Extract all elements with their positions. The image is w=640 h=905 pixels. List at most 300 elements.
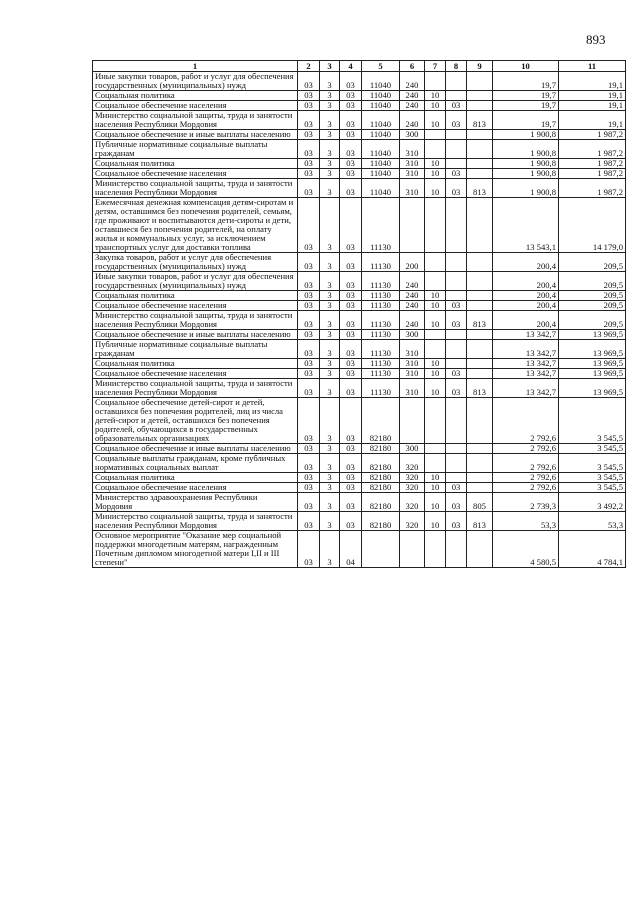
code-cell	[425, 198, 446, 253]
code-cell: 3	[320, 311, 340, 330]
code-cell	[446, 359, 467, 369]
code-cell: 805	[467, 493, 493, 512]
code-cell: 03	[340, 169, 362, 179]
code-cell: 240	[400, 101, 425, 111]
column-header-5: 5	[362, 61, 400, 72]
code-cell: 3	[320, 398, 340, 444]
code-cell: 03	[340, 444, 362, 454]
code-cell: 10	[425, 101, 446, 111]
code-cell: 3	[320, 179, 340, 198]
table-row	[93, 512, 626, 531]
code-cell: 3	[320, 91, 340, 101]
amount-col10-cell: 4 580,5	[493, 531, 559, 568]
table-row	[93, 398, 626, 444]
code-cell	[446, 91, 467, 101]
table-row	[93, 111, 626, 130]
code-cell: 310	[400, 359, 425, 369]
code-cell: 3	[320, 291, 340, 301]
code-cell: 03	[340, 493, 362, 512]
code-cell: 11130	[362, 291, 400, 301]
code-cell: 03	[298, 253, 320, 272]
code-cell: 10	[425, 91, 446, 101]
code-cell: 03	[298, 72, 320, 91]
amount-col11-cell: 209,5	[559, 291, 626, 301]
code-cell: 320	[400, 493, 425, 512]
name-cell: Публичные нормативные социальные выплаты гражданам	[93, 140, 298, 159]
code-cell: 3	[320, 493, 340, 512]
amount-col11-cell: 209,5	[559, 301, 626, 311]
code-cell	[446, 253, 467, 272]
code-cell: 3	[320, 198, 340, 253]
table-row	[93, 91, 626, 101]
amount-col11-cell: 53,3	[559, 512, 626, 531]
code-cell: 03	[446, 101, 467, 111]
code-cell	[467, 72, 493, 91]
amount-col10-cell: 13 543,1	[493, 198, 559, 253]
code-cell: 03	[298, 398, 320, 444]
code-cell: 3	[320, 369, 340, 379]
code-cell: 11130	[362, 359, 400, 369]
code-cell: 3	[320, 454, 340, 473]
code-cell: 310	[400, 159, 425, 169]
amount-col11-cell: 209,5	[559, 253, 626, 272]
name-cell: Социальная политика	[93, 359, 298, 369]
name-cell: Социальное обеспечение населения	[93, 301, 298, 311]
code-cell: 10	[425, 512, 446, 531]
table-header-row	[93, 61, 626, 72]
code-cell: 03	[340, 483, 362, 493]
table-row	[93, 301, 626, 311]
code-cell: 11040	[362, 101, 400, 111]
amount-col11-cell: 3 545,5	[559, 454, 626, 473]
code-cell: 11130	[362, 379, 400, 398]
code-cell: 11040	[362, 169, 400, 179]
code-cell: 03	[298, 379, 320, 398]
code-cell: 03	[340, 379, 362, 398]
code-cell: 03	[340, 330, 362, 340]
code-cell: 813	[467, 379, 493, 398]
code-cell: 3	[320, 169, 340, 179]
code-cell: 10	[425, 179, 446, 198]
code-cell	[467, 340, 493, 359]
amount-col10-cell: 13 342,7	[493, 330, 559, 340]
code-cell: 03	[340, 369, 362, 379]
amount-col11-cell: 3 545,5	[559, 444, 626, 454]
table-row	[93, 179, 626, 198]
name-cell: Основное мероприятие "Оказание мер социальной поддержки многодетным матерям, награжденным Почетным дипломом многодетной матери I,II и III степени"	[93, 531, 298, 568]
table-row	[93, 72, 626, 91]
code-cell: 03	[340, 454, 362, 473]
code-cell: 3	[320, 72, 340, 91]
name-cell: Социальная политика	[93, 91, 298, 101]
table-row	[93, 272, 626, 291]
code-cell: 11040	[362, 111, 400, 130]
code-cell: 200	[400, 253, 425, 272]
code-cell	[446, 340, 467, 359]
code-cell: 310	[400, 369, 425, 379]
amount-col11-cell: 1 987,2	[559, 179, 626, 198]
code-cell: 3	[320, 253, 340, 272]
code-cell: 11040	[362, 72, 400, 91]
code-cell: 10	[425, 159, 446, 169]
name-cell: Социальная политика	[93, 159, 298, 169]
amount-col10-cell: 13 342,7	[493, 340, 559, 359]
code-cell: 82180	[362, 444, 400, 454]
name-cell: Министерство здравоохранения Республики Мордовия	[93, 493, 298, 512]
amount-col10-cell: 200,4	[493, 253, 559, 272]
code-cell: 240	[400, 311, 425, 330]
amount-col11-cell: 13 969,5	[559, 359, 626, 369]
code-cell: 11040	[362, 179, 400, 198]
table-row	[93, 253, 626, 272]
amount-col10-cell: 2 792,6	[493, 454, 559, 473]
code-cell: 03	[340, 91, 362, 101]
code-cell: 3	[320, 272, 340, 291]
code-cell: 03	[446, 301, 467, 311]
code-cell	[425, 272, 446, 291]
amount-col11-cell: 13 969,5	[559, 340, 626, 359]
amount-col10-cell: 2 792,6	[493, 473, 559, 483]
amount-col10-cell: 200,4	[493, 291, 559, 301]
code-cell: 240	[400, 111, 425, 130]
code-cell	[467, 301, 493, 311]
amount-col10-cell: 13 342,7	[493, 359, 559, 369]
code-cell	[446, 72, 467, 91]
code-cell: 03	[298, 493, 320, 512]
code-cell: 240	[400, 91, 425, 101]
table-row	[93, 454, 626, 473]
code-cell	[425, 72, 446, 91]
code-cell: 11130	[362, 311, 400, 330]
code-cell: 11040	[362, 130, 400, 140]
code-cell	[425, 398, 446, 444]
table-row	[93, 444, 626, 454]
code-cell: 10	[425, 111, 446, 130]
amount-col11-cell: 19,1	[559, 111, 626, 130]
code-cell: 10	[425, 493, 446, 512]
code-cell: 813	[467, 179, 493, 198]
code-cell: 03	[298, 169, 320, 179]
amount-col10-cell: 2 739,3	[493, 493, 559, 512]
code-cell: 03	[298, 101, 320, 111]
amount-col10-cell: 1 900,8	[493, 179, 559, 198]
code-cell: 03	[340, 253, 362, 272]
code-cell: 03	[298, 444, 320, 454]
code-cell	[400, 398, 425, 444]
name-cell: Социальная политика	[93, 291, 298, 301]
code-cell: 11130	[362, 330, 400, 340]
code-cell: 3	[320, 140, 340, 159]
code-cell: 3	[320, 130, 340, 140]
name-cell: Публичные нормативные социальные выплаты гражданам	[93, 340, 298, 359]
column-header-4: 4	[340, 61, 362, 72]
code-cell: 240	[400, 272, 425, 291]
code-cell: 320	[400, 512, 425, 531]
code-cell: 03	[446, 369, 467, 379]
code-cell	[467, 272, 493, 291]
code-cell: 11130	[362, 253, 400, 272]
code-cell	[467, 359, 493, 369]
code-cell: 813	[467, 111, 493, 130]
code-cell	[446, 140, 467, 159]
amount-col10-cell: 13 342,7	[493, 379, 559, 398]
code-cell: 3	[320, 444, 340, 454]
column-header-8: 8	[446, 61, 467, 72]
code-cell: 03	[340, 111, 362, 130]
table-row	[93, 169, 626, 179]
code-cell: 03	[298, 483, 320, 493]
code-cell: 03	[340, 512, 362, 531]
code-cell: 04	[340, 531, 362, 568]
code-cell: 3	[320, 340, 340, 359]
table-row	[93, 198, 626, 253]
code-cell: 320	[400, 454, 425, 473]
code-cell: 310	[400, 379, 425, 398]
amount-col10-cell: 1 900,8	[493, 130, 559, 140]
code-cell: 03	[298, 340, 320, 359]
table-row	[93, 473, 626, 483]
code-cell	[446, 398, 467, 444]
code-cell: 813	[467, 311, 493, 330]
code-cell: 11040	[362, 91, 400, 101]
table-row	[93, 330, 626, 340]
code-cell	[467, 253, 493, 272]
amount-col10-cell: 1 900,8	[493, 159, 559, 169]
amount-col10-cell: 2 792,6	[493, 483, 559, 493]
code-cell: 10	[425, 359, 446, 369]
amount-col10-cell: 200,4	[493, 301, 559, 311]
name-cell: Закупка товаров, работ и услуг для обеспечения государственных (муниципальных) нужд	[93, 253, 298, 272]
code-cell: 3	[320, 512, 340, 531]
code-cell: 03	[340, 130, 362, 140]
code-cell: 3	[320, 379, 340, 398]
code-cell	[467, 444, 493, 454]
code-cell: 03	[340, 340, 362, 359]
code-cell: 03	[340, 291, 362, 301]
code-cell	[467, 198, 493, 253]
code-cell: 10	[425, 311, 446, 330]
column-header-6: 6	[400, 61, 425, 72]
code-cell: 03	[446, 493, 467, 512]
amount-col11-cell: 19,1	[559, 72, 626, 91]
amount-col10-cell: 1 900,8	[493, 140, 559, 159]
amount-col11-cell: 13 969,5	[559, 369, 626, 379]
code-cell: 240	[400, 301, 425, 311]
code-cell	[446, 159, 467, 169]
code-cell	[446, 531, 467, 568]
amount-col11-cell: 3 545,5	[559, 398, 626, 444]
code-cell: 03	[298, 198, 320, 253]
code-cell: 03	[446, 379, 467, 398]
name-cell: Социальное обеспечение детей-сирот и детей, оставшихся без попечения родителей, лиц из числа детей-сирот и детей, оставшихся без попечения родителей, обучающихся в государственных образовательных организациях	[93, 398, 298, 444]
code-cell: 82180	[362, 483, 400, 493]
code-cell	[425, 253, 446, 272]
code-cell	[446, 454, 467, 473]
amount-col10-cell: 19,7	[493, 72, 559, 91]
code-cell: 03	[446, 311, 467, 330]
code-cell: 82180	[362, 454, 400, 473]
table-row	[93, 369, 626, 379]
code-cell: 03	[298, 159, 320, 169]
code-cell: 3	[320, 483, 340, 493]
table-row	[93, 531, 626, 568]
amount-col10-cell: 1 900,8	[493, 169, 559, 179]
code-cell: 03	[298, 512, 320, 531]
code-cell	[467, 101, 493, 111]
code-cell: 82180	[362, 473, 400, 483]
name-cell: Ежемесячная денежная компенсация детям-сиротам и детям, оставшимся без попечения родителей, семьям, где проживают и воспитываются дети-сироты и дети, оставшиеся без попечения родителей, на оплату жилья и коммунальных услуг, за исключением транспортных услуг для доставки топлива	[93, 198, 298, 253]
code-cell: 82180	[362, 493, 400, 512]
code-cell: 3	[320, 301, 340, 311]
code-cell	[425, 531, 446, 568]
code-cell: 10	[425, 301, 446, 311]
name-cell: Министерство социальной защиты, труда и занятости населения Республики Мордовия	[93, 512, 298, 531]
column-header-3: 3	[320, 61, 340, 72]
table-row	[93, 311, 626, 330]
code-cell: 310	[400, 140, 425, 159]
code-cell	[362, 531, 400, 568]
amount-col11-cell: 209,5	[559, 311, 626, 330]
code-cell: 3	[320, 111, 340, 130]
code-cell: 11040	[362, 140, 400, 159]
code-cell: 320	[400, 473, 425, 483]
code-cell: 240	[400, 291, 425, 301]
table-row	[93, 359, 626, 369]
code-cell	[446, 330, 467, 340]
table-row	[93, 130, 626, 140]
code-cell	[425, 330, 446, 340]
amount-col11-cell: 14 179,0	[559, 198, 626, 253]
code-cell: 11040	[362, 159, 400, 169]
code-cell: 03	[298, 179, 320, 198]
amount-col11-cell: 19,1	[559, 91, 626, 101]
name-cell: Социальное обеспечение населения	[93, 101, 298, 111]
column-header-10: 10	[493, 61, 559, 72]
code-cell: 11130	[362, 301, 400, 311]
code-cell: 03	[340, 272, 362, 291]
table-row	[93, 379, 626, 398]
code-cell: 3	[320, 101, 340, 111]
code-cell: 03	[340, 359, 362, 369]
code-cell	[467, 531, 493, 568]
code-cell: 03	[298, 311, 320, 330]
amount-col11-cell: 1 987,2	[559, 130, 626, 140]
code-cell	[425, 340, 446, 359]
code-cell	[446, 198, 467, 253]
code-cell	[467, 473, 493, 483]
code-cell	[425, 454, 446, 473]
table-body	[93, 72, 626, 568]
code-cell	[446, 291, 467, 301]
code-cell: 03	[298, 301, 320, 311]
code-cell: 82180	[362, 398, 400, 444]
code-cell: 03	[298, 130, 320, 140]
code-cell: 03	[298, 369, 320, 379]
code-cell	[400, 531, 425, 568]
name-cell: Министерство социальной защиты, труда и занятости населения Республики Мордовия	[93, 179, 298, 198]
code-cell	[467, 169, 493, 179]
code-cell	[467, 454, 493, 473]
code-cell: 03	[298, 359, 320, 369]
amount-col11-cell: 209,5	[559, 272, 626, 291]
table-row	[93, 483, 626, 493]
code-cell	[425, 140, 446, 159]
code-cell	[467, 159, 493, 169]
code-cell	[425, 130, 446, 140]
amount-col11-cell: 3 492,2	[559, 493, 626, 512]
code-cell: 310	[400, 169, 425, 179]
code-cell: 10	[425, 473, 446, 483]
code-cell: 03	[340, 159, 362, 169]
code-cell: 3	[320, 359, 340, 369]
code-cell: 03	[446, 111, 467, 130]
amount-col11-cell: 1 987,2	[559, 169, 626, 179]
code-cell: 10	[425, 291, 446, 301]
code-cell: 03	[298, 140, 320, 159]
budget-table	[92, 60, 626, 568]
code-cell: 03	[298, 473, 320, 483]
code-cell	[467, 369, 493, 379]
table-row	[93, 340, 626, 359]
code-cell: 3	[320, 473, 340, 483]
code-cell	[467, 130, 493, 140]
name-cell: Социальное обеспечение населения	[93, 369, 298, 379]
code-cell: 03	[446, 483, 467, 493]
code-cell: 11130	[362, 272, 400, 291]
amount-col11-cell: 3 545,5	[559, 473, 626, 483]
code-cell: 11130	[362, 340, 400, 359]
amount-col11-cell: 13 969,5	[559, 330, 626, 340]
amount-col10-cell: 200,4	[493, 272, 559, 291]
amount-col10-cell: 19,7	[493, 101, 559, 111]
amount-col10-cell: 2 792,6	[493, 398, 559, 444]
code-cell: 10	[425, 379, 446, 398]
table-row	[93, 493, 626, 512]
code-cell: 03	[298, 454, 320, 473]
code-cell: 813	[467, 512, 493, 531]
name-cell: Социальное обеспечение населения	[93, 169, 298, 179]
code-cell: 320	[400, 483, 425, 493]
column-header-2: 2	[298, 61, 320, 72]
code-cell: 03	[298, 272, 320, 291]
code-cell	[425, 444, 446, 454]
code-cell: 03	[298, 531, 320, 568]
code-cell: 03	[446, 512, 467, 531]
code-cell	[400, 198, 425, 253]
code-cell: 03	[340, 198, 362, 253]
table-row	[93, 140, 626, 159]
table-row	[93, 159, 626, 169]
name-cell: Иные закупки товаров, работ и услуг для обеспечения государственных (муниципальных) нужд	[93, 272, 298, 291]
code-cell	[467, 483, 493, 493]
table-row	[93, 291, 626, 301]
code-cell	[467, 398, 493, 444]
amount-col11-cell: 1 987,2	[559, 159, 626, 169]
code-cell: 03	[446, 169, 467, 179]
amount-col10-cell: 53,3	[493, 512, 559, 531]
code-cell: 310	[400, 179, 425, 198]
amount-col10-cell: 19,7	[493, 111, 559, 130]
code-cell: 300	[400, 444, 425, 454]
column-header-1: 1	[93, 61, 298, 72]
code-cell: 03	[340, 311, 362, 330]
code-cell: 03	[340, 179, 362, 198]
code-cell: 03	[340, 140, 362, 159]
amount-col11-cell: 19,1	[559, 101, 626, 111]
amount-col11-cell: 13 969,5	[559, 379, 626, 398]
amount-col10-cell: 200,4	[493, 311, 559, 330]
code-cell: 03	[298, 330, 320, 340]
